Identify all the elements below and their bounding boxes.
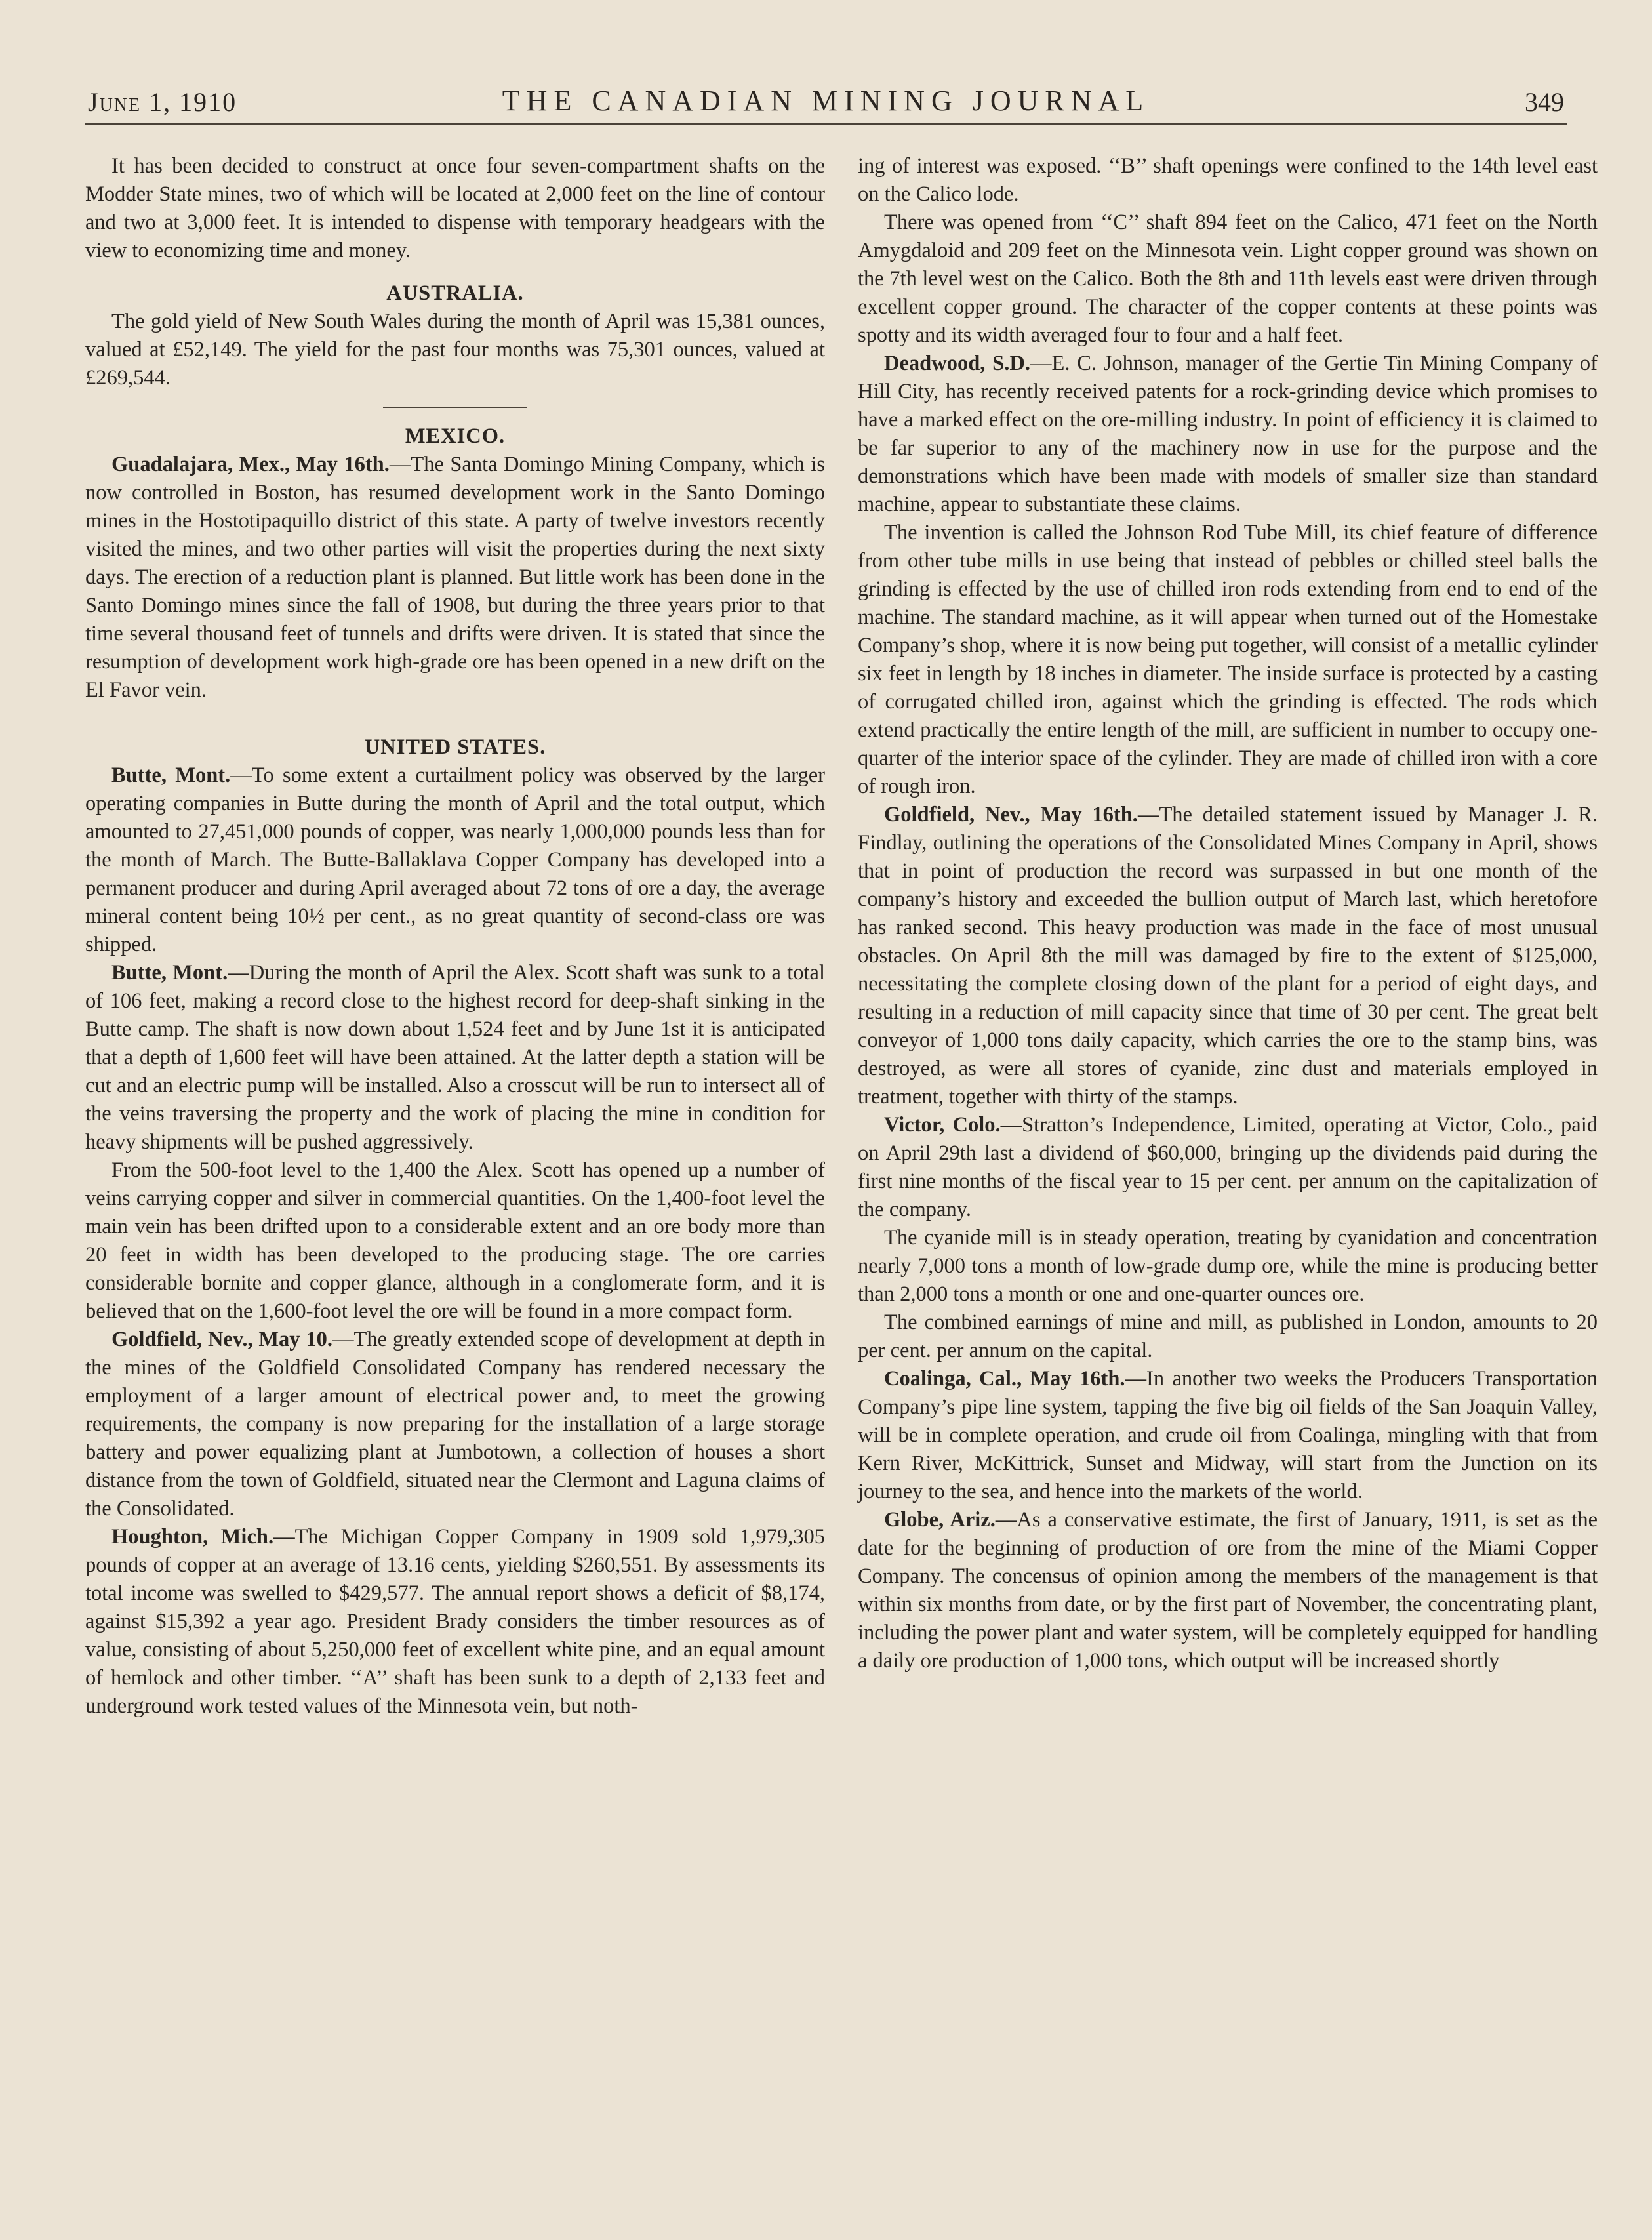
section-heading-mexico: MEXICO.	[405, 424, 506, 448]
article-body: —The Santa Domingo Mining Company, which is now controlled in Boston, has resumed development work in the Santo Domingo mines in the Hostotipaquillo district of this state. A party of twelve investors recently visited the mines, and two other parties will visit the properties during the next sixty days. The erection of a reduction plant is planned. But little work has been done in the Santo Domingo mines since the fall of 1908, but during the three years prior to that time several thousand feet of tunnels and drifts were driven. It is stated that since the resumption of development work high-grade ore has been opened in a new drift on the El Favor vein.	[85, 453, 825, 702]
dateline: Globe, Ariz.	[884, 1508, 996, 1532]
page-number: 349	[1525, 87, 1564, 117]
article-victor-3: The combined earnings of mine and mill, as published in London, amounts to 20 per cent. per annum on the capital.	[858, 1311, 1598, 1362]
page-header	[85, 84, 1567, 125]
section-divider	[383, 407, 527, 408]
section-heading-australia: AUSTRALIA.	[386, 281, 524, 305]
dateline: Butte, Mont.	[111, 961, 228, 985]
article-coalinga	[858, 1365, 1598, 1506]
journal-title: THE CANADIAN MINING JOURNAL	[502, 85, 1150, 117]
article-houghton	[85, 1523, 825, 1721]
dateline: Victor, Colo.	[884, 1113, 1001, 1137]
article-body: —E. C. Johnson, manager of the Gertie Tin Mining Company of Hill City, has recently received patents for a rock-grinding device which promises to have a marked effect on the ore-milling industry. In point of efficiency it is claimed to be far superior to any of the machinery now in use for the purpose and the demonstrations which have been made with models of smaller size than standard machine, appear to substantiate these claims.	[858, 352, 1598, 516]
article-body: —As a conservative estimate, the first of January, 1911, is set as the date for the beginning of production of ore from the mine of the Miami Copper Company. The concensus of opinion among the members of the management is that within six months from date, or by the first part of November, the concentrating plant, including the power plant and water system, will be completely equipped for handling a daily ore production of 1,000 tons, which output will be increased shortly	[858, 1508, 1598, 1673]
intro-paragraph: It has been decided to construct at once four seven-compartment shafts on the Modder State mines, two of which will be located at 2,000 feet on the line of contour and two at 3,000 feet. It is intended to dispense with temporary headgears with the view to economizing time and money.	[85, 154, 825, 262]
article-body: —The detailed statement issued by Manager J. R. Findlay, outlining the operations of the Consolidated Mines Company in April, shows that in point of production the record was surpassed in but one month of the company’s history and exceeded the bullion output of March last, which heretofore has ranked second. This heavy production was made in the face of most unusual obstacles. On April 8th the mill was damaged by fire to the extent of $125,000, necessitating the complete closing down of the plant for a period of eight days, and resulting in a reduction of mill capacity since that time of 30 per cent. The great belt conveyor of 1,000 tons daily capacity, which carries the ore to the stamp bins, was destroyed, as were all stores of cyanide, zinc dust and materials employed in treatment, together with thirty of the stamps.	[858, 803, 1598, 1109]
left-column	[85, 152, 825, 1721]
article-goldfield-2	[858, 801, 1598, 1111]
dateline: Deadwood, S.D.	[884, 352, 1030, 375]
article-houghton-continued: ing of interest was exposed. ‘‘B’’ shaft openings were confined to the 14th level east on the Calico lode.	[858, 154, 1598, 206]
article-body: —Stratton’s Independence, Limited, operating at Victor, Colo., paid on April 29th last a dividend of $60,000, bringing up the dividends paid during the first nine months of the fiscal year to 15 per cent. per annum on the capitalization of the company.	[858, 1113, 1598, 1221]
dateline: Goldfield, Nev., May 10.	[111, 1328, 333, 1351]
article-body: —To some extent a curtailment policy was observed by the larger operating companies in Butte during the month of April and the total output, which amounted to 27,451,000 pounds of copper, was nearly 1,000,000 pounds less than for the month of March. The Butte-Ballaklava Copper Company has developed into a permanent producer and during April averaged about 72 tons of ore a day, the average mineral content being 10½ per cent., as no great quantity of second-class ore was shipped.	[85, 764, 825, 956]
section-heading-united-states: UNITED STATES.	[364, 735, 546, 759]
dateline: Guadalajara, Mex., May 16th.	[111, 453, 390, 476]
article-houghton-continued-2: There was opened from ‘‘C’’ shaft 894 feet on the Calico, 471 feet on the North Amygdaloid and 209 feet on the Minnesota vein. Light copper ground was shown on the 7th level west on the Calico. Both the 8th and 11th levels east were driven through excellent copper ground. The character of the copper contents at these points was spotty and its width averaged four to four and a half feet.	[858, 211, 1598, 347]
article-butte-1	[85, 762, 825, 959]
issue-date: June 1, 1910	[88, 87, 237, 117]
australia-paragraph: The gold yield of New South Wales during the month of April was 15,381 ounces, valued at £52,149. The yield for the past four months was 75,301 ounces, valued at £269,544.	[85, 310, 825, 390]
article-body: —In another two weeks the Producers Transportation Company’s pipe line system, tapping the five big oil fields of the San Joaquin Valley, will be in complete operation, and crude oil from Coalinga, mingling with that from Kern River, McKittrick, Sunset and Midway, will start from the Junction on its journey to the sea, and hence into the markets of the world.	[858, 1367, 1598, 1503]
article-butte-2	[85, 959, 825, 1156]
right-column	[858, 152, 1598, 1675]
article-body: —The Michigan Copper Company in 1909 sold 1,979,305 pounds of copper at an average of 13.16 cents, yielding $260,551. By assessments its total income was swelled to $429,577. The annual report shows a deficit of $8,174, against $15,392 a year ago. President Brady considers the timber resources as of value, consisting of about 5,250,000 feet of excellent white pine, and an equal amount of hemlock and other timber. ‘‘A’’ shaft has been sunk to a depth of 2,133 feet and underground work tested values of the Minnesota vein, but noth-	[85, 1525, 825, 1718]
dateline: Houghton, Mich.	[111, 1525, 274, 1549]
article-globe	[858, 1506, 1598, 1675]
article-victor	[858, 1111, 1598, 1224]
article-guadalajara	[85, 451, 825, 704]
article-deadwood-2: The invention is called the Johnson Rod Tube Mill, its chief feature of difference from other tube mills in use being that instead of pebbles or chilled steel balls the grinding is effected by the use of chilled iron rods extending from end to end of the machine. The standard machine, as it will appear when turned out of the Homestake Company’s shop, where it is now being put together, will consist of a metallic cylinder six feet in length by 18 inches in diameter. The inside surface is protected by a casting of corrugated chilled iron, against which the grinding is effected. The rods which extend practically the entire length of the mill, are sufficient in number to occupy one-quarter of the interior space of the cylinder. They are made of chilled iron with a core of rough iron.	[858, 521, 1598, 798]
dateline: Goldfield, Nev., May 16th.	[884, 803, 1138, 826]
article-body: —During the month of April the Alex. Scott shaft was sunk to a total of 106 feet, making a record close to the highest record for deep-shaft sinking in the Butte camp. The shaft is now down about 1,524 feet and by June 1st it is anticipated that a depth of 1,600 feet will have been attained. At the latter depth a station will be cut and an electric pump will be installed. Also a crosscut will be run to intersect all of the veins traversing the property and the work of placing the mine in condition for heavy shipments will be pushed aggressively.	[85, 961, 825, 1154]
article-deadwood	[858, 350, 1598, 519]
article-goldfield-1	[85, 1326, 825, 1523]
dateline: Butte, Mont.	[111, 764, 231, 787]
article-victor-2: The cyanide mill is in steady operation, treating by cyanidation and concentration nearly 7,000 tons a month of low-grade dump ore, while the mine is producing better than 2,000 tons a month or one and one-quarter ounces ore.	[858, 1226, 1598, 1306]
article-butte-3: From the 500-foot level to the 1,400 the Alex. Scott has opened up a number of veins carrying copper and silver in commercial quantities. On the 1,400-foot level the main vein has been drifted upon to a considerable extent and an ore body more than 20 feet in width has been developed to the producing stage. The ore carries considerable bornite and copper glance, although in a conglomerate form, and it is believed that on the 1,600-foot level the ore will be found in a more compact form.	[85, 1158, 825, 1323]
article-body: —The greatly extended scope of development at depth in the mines of the Goldfield Consolidated Company has rendered necessary the employment of a larger amount of electrical power and, to meet the growing requirements, the company is now preparing for the installation of a large storage battery and power equalizing plant at Jumbotown, a collection of houses a short distance from the town of Goldfield, situated near the Clermont and Laguna claims of the Consolidated.	[85, 1328, 826, 1520]
dateline: Coalinga, Cal., May 16th.	[884, 1367, 1125, 1391]
